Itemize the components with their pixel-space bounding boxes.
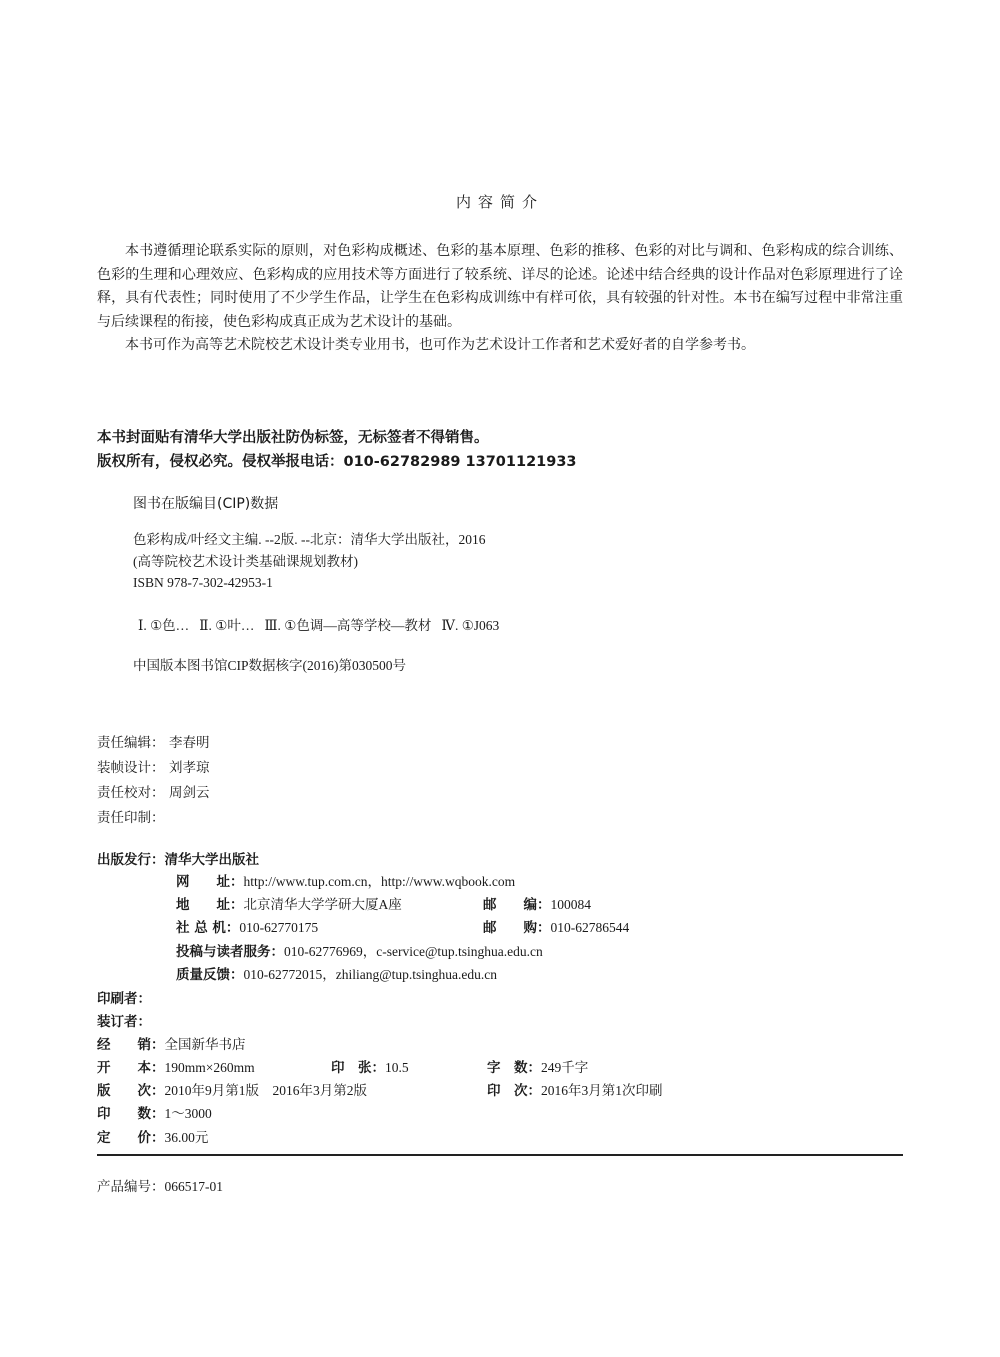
staff-label: 责任编辑： <box>97 735 165 751</box>
mailorder-row <box>483 916 629 936</box>
staff-value: 周剑云 <box>169 785 210 801</box>
copies-row <box>97 1102 212 1122</box>
format-label: 开 本： <box>97 1060 165 1076</box>
binder-label: 装订者： <box>97 1014 151 1030</box>
website-value: http://www.tup.com.cn，http://www.wqbook.com <box>243 874 516 889</box>
service-row <box>176 940 543 960</box>
cip-series-line: (高等院校艺术设计类基础课规划教材) <box>133 553 358 569</box>
service-label: 投稿与读者服务： <box>176 944 284 960</box>
divider-rule <box>97 1154 903 1156</box>
cip-isbn-line: ISBN 978-7-302-42953-1 <box>133 575 273 590</box>
binder-row <box>97 1010 151 1030</box>
summary-paragraph: 本书可作为高等艺术院校艺术设计类专业用书，也可作为艺术设计工作者和艺术爱好者的自学参考书。 <box>125 337 755 353</box>
price-row <box>97 1126 208 1146</box>
distributor-label: 经 销： <box>97 1037 165 1053</box>
edition-value: 2010年9月第1版 2016年3月第2版 <box>164 1083 367 1098</box>
distributor-row <box>97 1033 246 1053</box>
staff-label: 装帧设计： <box>97 760 165 776</box>
switchboard-label: 社 总 机： <box>176 920 240 936</box>
postcode-label: 邮 编： <box>483 897 551 913</box>
impression-value: 2016年3月第1次印刷 <box>541 1083 663 1098</box>
product-code-row <box>97 1175 223 1195</box>
publisher-row <box>97 848 259 868</box>
switchboard-row <box>176 916 318 936</box>
price-label: 定 价： <box>97 1130 165 1146</box>
cip-number: 中国版本图书馆CIP数据核字(2016)第030500号 <box>133 658 406 673</box>
sheets-label: 印 张： <box>331 1060 385 1076</box>
cip-title-line: 色彩构成/叶经文主编. --2版. --北京：清华大学出版社，2016 <box>133 532 486 547</box>
address-value: 北京清华大学学研大厦A座 <box>243 897 402 912</box>
anti-counterfeit-notice: 本书封面贴有清华大学出版社防伪标签，无标签者不得销售。 <box>97 430 489 446</box>
sheets-row <box>331 1056 409 1076</box>
postcode-value: 100084 <box>550 897 591 912</box>
words-label: 字 数： <box>487 1060 541 1076</box>
staff-value: 李春明 <box>169 735 210 751</box>
staff-row <box>97 781 210 801</box>
staff-row <box>97 756 210 776</box>
staff-label: 责任印制： <box>97 810 165 826</box>
publisher-name: 清华大学出版社 <box>164 852 259 868</box>
summary-paragraph: 本书遵循理论联系实际的原则，对色彩构成概述、色彩的基本原理、色彩的推移、色彩的对比与调和、色彩构成的综合训练、色彩的生理和心理效应、色彩构成的应用技术等方面进行了较系统、详尽的论述。论述中结合经典的设计作品对色彩原理进行了诠释，具有代表性；同时使用了不少学生作品，让学生在色彩构成训练中有样可依，具有较强的针对性。本书在编写过程中非常注重与后续课程的衔接，使色彩构成真正成为艺术设计的基础。 <box>97 243 903 330</box>
format-value: 190mm×260mm <box>164 1060 255 1075</box>
printer-label: 印刷者： <box>97 991 151 1007</box>
impression-label: 印 次： <box>487 1083 541 1099</box>
edition-row <box>97 1079 367 1099</box>
summary-text <box>97 240 903 358</box>
website-label: 网 址： <box>176 874 244 890</box>
address-row <box>176 893 402 913</box>
distributor-value: 全国新华书店 <box>164 1037 246 1053</box>
quality-label: 质量反馈： <box>176 967 244 983</box>
price-value: 36.00元 <box>164 1130 209 1145</box>
cip-heading: 图书在版编目(CIP)数据 <box>133 496 279 512</box>
edition-label: 版 次： <box>97 1083 165 1099</box>
copies-value: 1～3000 <box>164 1106 212 1121</box>
words-row <box>487 1056 588 1076</box>
sheets-value: 10.5 <box>385 1060 409 1075</box>
impression-row <box>487 1079 663 1099</box>
words-value: 249千字 <box>541 1060 589 1075</box>
staff-row <box>97 806 169 826</box>
printer-row <box>97 987 151 1007</box>
summary-title: 内容简介 <box>455 193 544 211</box>
postcode-row <box>483 893 591 913</box>
product-code-value: 066517-01 <box>164 1179 223 1194</box>
cip-record <box>133 529 485 594</box>
rights-notice: 版权所有，侵权必究。侵权举报电话：010-62782989 13701121933 <box>97 454 577 470</box>
website-row <box>176 870 515 890</box>
format-row <box>97 1056 255 1076</box>
copyright-notice <box>97 426 577 474</box>
staff-value: 刘孝琼 <box>169 760 210 776</box>
service-value: 010-62776969，c-service@tup.tsinghua.edu.cn <box>284 944 543 959</box>
staff-row <box>97 731 210 751</box>
copies-label: 印 数： <box>97 1106 165 1122</box>
mailorder-value: 010-62786544 <box>550 920 630 935</box>
address-label: 地 址： <box>176 897 244 913</box>
product-code-label: 产品编号： <box>97 1179 165 1195</box>
switchboard-value: 010-62770175 <box>239 920 319 935</box>
quality-value: 010-62772015，zhiliang@tup.tsinghua.edu.cn <box>243 967 498 982</box>
cip-classification: Ⅰ. ①色… Ⅱ. ①叶… Ⅲ. ①色调—高等学校—教材 Ⅳ. ①J063 <box>138 618 500 633</box>
quality-row <box>176 963 497 983</box>
publisher-label: 出版发行： <box>97 852 165 868</box>
staff-label: 责任校对： <box>97 785 165 801</box>
mailorder-label: 邮 购： <box>483 920 551 936</box>
